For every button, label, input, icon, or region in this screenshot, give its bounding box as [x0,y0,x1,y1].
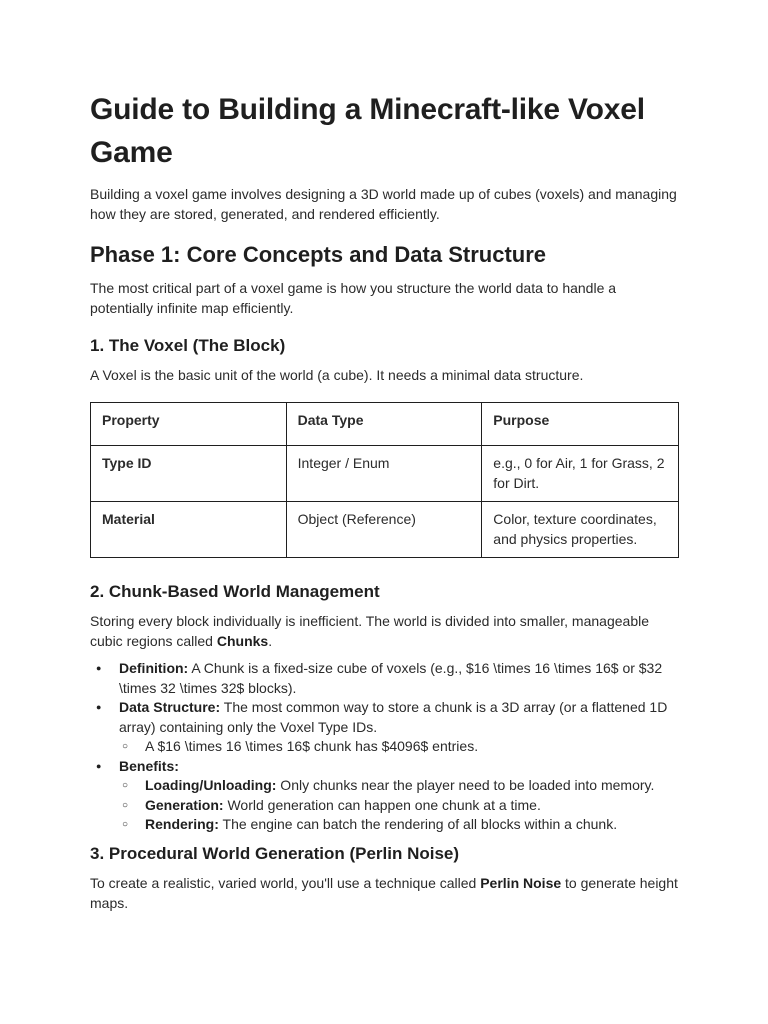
list-item [90,776,680,796]
bullet-label: Generation: [145,796,224,813]
phase1-paragraph: The most critical part of a voxel game is how you structure the world data to handle a potentially infinite map efficiently. [90,280,617,316]
phase1-heading: Phase 1: Core Concepts and Data Structure [90,242,547,267]
list-item [90,737,680,757]
perlin-bold-term: Perlin Noise [480,875,562,891]
table-cell: Material [91,502,287,558]
table-row [91,446,679,502]
table-header-row [91,403,679,446]
bullet-label: Benefits: [119,757,179,774]
bullet-text: A $16 \times 16 \times 16$ chunk has $4096$ entries. [145,738,479,754]
table-header-cell: Property [91,403,287,446]
chunks-bold-term: Chunks [216,632,269,649]
voxel-properties-table [90,402,679,558]
table-cell: Type ID [91,446,287,502]
table-header-cell: Data Type [286,403,482,446]
perlin-text-end: to generate height maps. [90,875,678,911]
table-cell: Integer / Enum [286,446,482,502]
table-header-cell: Purpose [482,403,679,446]
voxel-paragraph: A Voxel is the basic unit of the world (a cube). It needs a minimal data structure. [90,367,584,383]
bullet-label: Loading/Unloading: [145,777,277,793]
perlin-heading: 3. Procedural World Generation (Perlin Noise) [90,844,460,863]
page-title: Guide to Building a Minecraft-like Voxel Game [90,93,645,169]
chunks-text: Storing every block individually is inefficient. The world is divided into smaller, manageable cubic regions called [90,613,649,649]
bullet-label: Data Structure: [119,699,221,715]
table-cell: e.g., 0 for Air, 1 for Grass, 2 for Dirt. [482,446,679,502]
chunks-paragraph [90,612,680,651]
perlin-text: To create a realistic, varied world, you'll use a technique called [90,875,481,891]
list-item [90,659,680,698]
bullet-text: The engine can batch the rendering of all blocks within a chunk. [218,816,618,832]
list-item [90,757,680,777]
table-row [91,502,679,558]
bullet-label: Definition: [119,660,189,676]
bullet-text: Only chunks near the player need to be loaded into memory. [276,777,655,793]
list-item [90,796,680,816]
list-item [90,698,680,737]
chunks-text-end: . [268,632,273,649]
intro-paragraph: Building a voxel game involves designing a 3D world made up of cubes (voxels) and managing how they are stored, generated, and rendered efficiently. [90,186,677,222]
chunks-heading: 2. Chunk-Based World Management [90,582,380,601]
bullet-text: A Chunk is a fixed-size cube of voxels (e.g., $16 \times 16 \times 16$ or $32 \times 32 \times 32$ blocks). [119,660,663,696]
chunks-bullet-list [90,659,680,835]
bullet-text: The most common way to store a chunk is a 3D array (or a flattened 1D array) containing only the Voxel Type IDs. [119,699,668,735]
table-cell: Object (Reference) [286,502,482,558]
table-cell: Color, texture coordinates, and physics properties. [482,502,679,558]
list-item [90,815,680,835]
voxel-heading: 1. The Voxel (The Block) [90,336,286,355]
bullet-label: Rendering: [145,816,219,832]
perlin-paragraph [90,874,680,913]
bullet-text: World generation can happen one chunk at a time. [223,796,541,813]
